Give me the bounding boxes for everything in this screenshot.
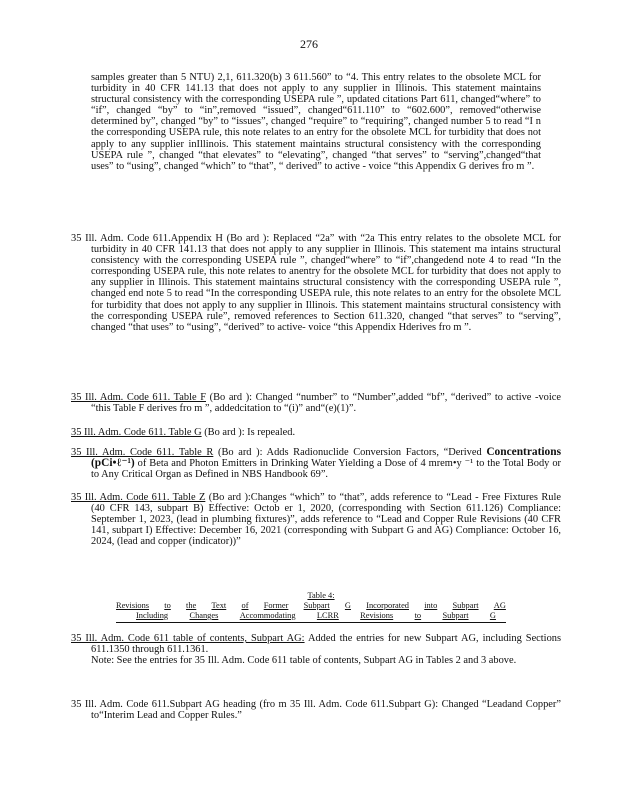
entry-text-bold: Concentrations (pCi•ℓ⁻¹): [91, 446, 561, 470]
entry-table-f: [71, 392, 561, 414]
entry-citation: 35 Ill. Adm. Code 611.Subpart AG heading: [71, 699, 257, 710]
table-heading-word: into: [424, 601, 438, 610]
entry-citation: 35 Ill. Adm. Code 611 table of contents, Subpart AG:: [71, 633, 305, 644]
entry-text: of Beta and Photon Emitters in Drinking Water Yielding a Dose of 4 mrem•y ⁻¹ to the Total Body or to Any Critical Organ as Defined in NBS Handbook 69”.: [91, 458, 561, 481]
page-number: 276: [300, 37, 318, 51]
entry-table-g: [71, 427, 561, 438]
entry-text: (fro m 35 Ill. Adm. Code 611.Subpart G): Changed “Leadand Copper” to“Interim Lead and Copper Rules.”: [91, 699, 561, 722]
entry-citation: 35 Ill. Adm. Code 611. Table Z: [71, 492, 206, 503]
table-heading-row-2: [116, 611, 506, 621]
table-heading-row-1: [116, 601, 506, 611]
table-4-heading: [116, 591, 506, 623]
table-heading-word: Text: [211, 601, 227, 610]
table-heading-word: Former: [263, 601, 289, 610]
table-heading-word: Incorporated: [366, 601, 409, 610]
entry-appendix-h: [71, 233, 561, 333]
table-heading-word: Subpart: [442, 611, 469, 620]
entry-citation: 35 Ill. Adm. Code 611. Table G: [71, 427, 202, 438]
entry-text: (Bo ard ):Changes “which” to “that”, adds reference to “Lead - Free Fixtures Rule (40 CFR 143, subpart B) Effective: Octob er 1, 2020, (corresponding with Section 611.126) Compliance: September 1, 2023, (lead in plumbing fixtures)”, adds reference to “Lead and Copper Rule Revisions (40 CFR 141, subpart I) Effective: December 16, 2021 (corresponding with Subpart G and AG) Compliance: October 16, 2024, (lead and copper (indicator))”: [91, 492, 561, 548]
table-heading-word: Revisions: [360, 611, 394, 620]
table-heading-word: G: [344, 601, 351, 610]
entry-text: (Bo ard ): Adds Radionuclide Conversion Factors, “Derived: [217, 447, 487, 458]
entry-note: Note: See the entries for 35 Ill. Adm. Code 611 table of contents, Subpart AG in Tables 2 and 3 above.: [91, 655, 517, 667]
entry-text: Added the entries for new Subpart AG, including Sections 611.1350 through 611.1361.: [91, 633, 561, 656]
table-heading-word: AG: [493, 601, 506, 610]
entry-citation: 35 Ill. Adm. Code 611. Table F: [71, 392, 206, 403]
table-heading-word: to: [414, 611, 422, 620]
table-heading-word: Revisions: [116, 601, 150, 610]
entry-text: (Bo ard ): Changed “number” to “Number”,added “bf”, “derived” to active -voice “this Table F derives fro m ”, addedcitation to “(i)” and“(e)(1)”.: [91, 392, 561, 415]
table-title: Table 4:: [307, 591, 335, 600]
table-heading-word: Changes: [189, 611, 219, 620]
table-heading-word: Including: [136, 611, 169, 620]
entry-citation: 35 Ill. Adm. Code 611. Table R: [71, 447, 214, 458]
table-heading-word: of: [241, 601, 249, 610]
table-heading-word: Accommodating: [239, 611, 296, 620]
entry-paragraph: [71, 633, 561, 656]
table-heading-word: LCRR: [316, 611, 339, 620]
table-heading-word: the: [186, 601, 197, 610]
table-heading-word: to: [164, 601, 171, 610]
entry-table-z: [71, 492, 561, 547]
table-rule: [116, 622, 506, 623]
entry-table-r: [71, 447, 561, 480]
table-heading-word: Subpart: [303, 601, 330, 610]
table-heading-word: Subpart: [452, 601, 479, 610]
entry-text: (Bo ard ): Is repealed.: [201, 427, 296, 438]
entry-toc-subpart-ag: [71, 633, 561, 666]
entry-citation: 35 Ill. Adm. Code 611.Appendix H (Bo ard ):: [71, 233, 270, 244]
continuation-paragraph: samples greater than 5 NTU) 2,1, 611.320(b) 3 611.560” to “4. This entry relates to the obsolete MCL for turbidity in 40 CFR 141.13 that does not apply to any supplier in Illinois. This statement maintains structural consistency with the corresponding USEPA rule ”, updated citations Part 611, changed“where” to “if”, changed “by” to “in”,removed “issued”, changed“611.110” to “602.600”, removed“otherwise determined by”, changed “by” to “issues”, changed “require” to “requiring”, changed number 5 to read “I n the corresponding USEPA rule, this note relates to an entry for the obsolete MCL for turbidity that does not apply to any supplier inIllinois. This statement maintains structural consistency with the corresponding USEPA rule ”, changed “that elevates” to “elevating”, changed “that serves” to “serving”,changed“that uses” to “using”, changed “which” to “that”, “ derived” to active - voice “this Appendix G derives fro m ”.: [91, 72, 541, 172]
entry-text: Replaced “2a” with “2a This entry relates to the obsolete MCL for turbidity in 40 CFR 141.13 that does not apply to any supplier in Illinois. This statement ma intains structural consistency with the corresponding USEPA rule ”, changed“where” to “if”,changedend note 4 to read “In the corresponding USEPA rule, this note relates to anentry for the obsolete MCL for turbidity that does not apply to any supplier in Illinois. This statement maintains structural consistency with the corresponding USEPA rule ”, changed end note 5 to read “In the corresponding USEPA rule, this note relates to an entry for the obsolete MCL for turbidity that does not apply to any supplier in Illinois. This statement maintains structural consistency with the corresponding USEPA rule”, removed references to Section 611.320, changed “that serves” to “serving”, changed “that uses” to “using”, “derived” to active- voice “this Appendix Hderives fro m ”.: [91, 233, 561, 333]
table-heading-word: G: [489, 611, 496, 620]
entry-subpart-ag-heading: [71, 699, 561, 721]
